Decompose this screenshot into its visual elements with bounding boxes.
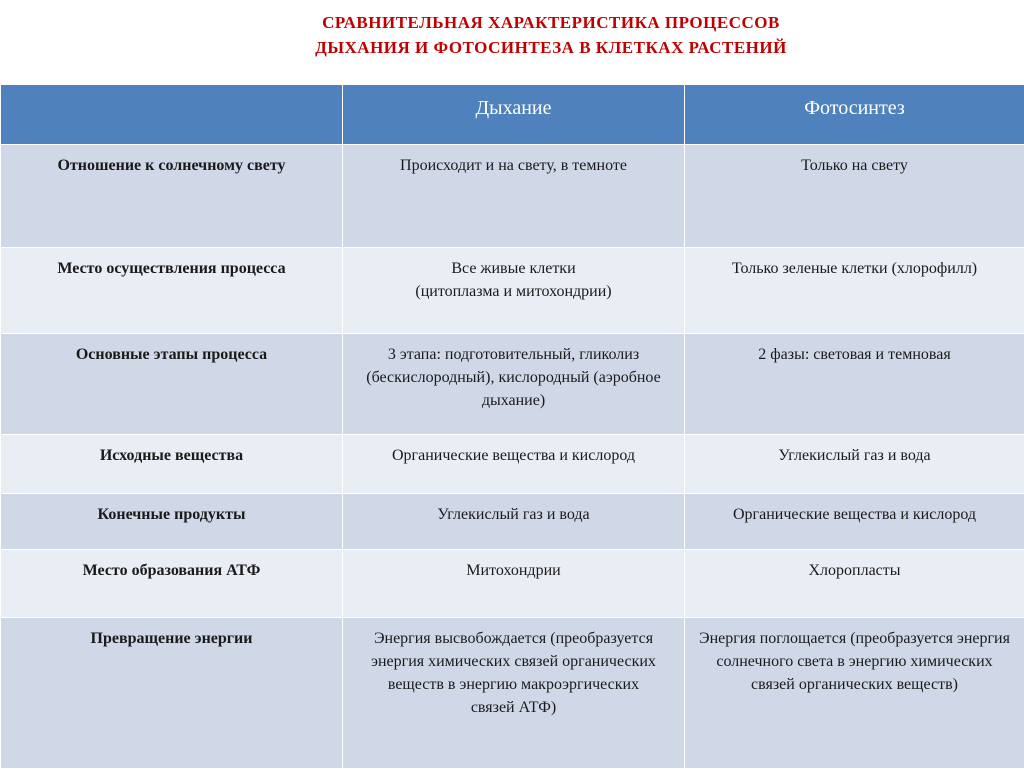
- row-label-text: Место образования АТФ: [1, 550, 342, 582]
- table-row: [1, 494, 1024, 550]
- comparison-table: [0, 84, 1024, 769]
- row-label: [1, 435, 343, 494]
- row-label: [1, 494, 343, 550]
- respiration-text: Энергия высвобождается (преобразуется энергия химических связей органических веществ в энергию макроэргических связей АТФ): [343, 618, 684, 719]
- table-row: [1, 145, 1024, 248]
- title-line-2: ДЫХАНИЯ И ФОТОСИНТЕЗА В КЛЕТКАХ РАСТЕНИЙ: [0, 38, 1024, 58]
- photosynthesis-cell: [685, 334, 1024, 435]
- photosynthesis-text: Углекислый газ и вода: [685, 435, 1024, 467]
- table-row: [1, 248, 1024, 334]
- row-label: [1, 334, 343, 435]
- respiration-cell: [343, 334, 685, 435]
- table-header-row: [1, 85, 1024, 145]
- header-photosynthesis-label: Фотосинтез: [685, 85, 1024, 120]
- respiration-text: Органические вещества и кислород: [343, 435, 684, 467]
- row-label-text: Основные этапы процесса: [1, 334, 342, 366]
- respiration-cell: [343, 248, 685, 334]
- photosynthesis-cell: [685, 618, 1024, 769]
- slide-title: [0, 0, 1024, 84]
- header-corner-cell: [1, 85, 343, 145]
- photosynthesis-text: Только на свету: [685, 145, 1024, 177]
- respiration-cell: [343, 618, 685, 769]
- respiration-cell: [343, 494, 685, 550]
- photosynthesis-cell: [685, 550, 1024, 618]
- row-label-text: Исходные вещества: [1, 435, 342, 467]
- table-row: [1, 334, 1024, 435]
- table-row: [1, 550, 1024, 618]
- photosynthesis-text: Хлоропласты: [685, 550, 1024, 582]
- respiration-text: Митохондрии: [343, 550, 684, 582]
- respiration-cell: [343, 435, 685, 494]
- respiration-text: 3 этапа: подготовительный, гликолиз (бескислородный), кислородный (аэробное дыхание): [343, 334, 684, 412]
- photosynthesis-cell: [685, 145, 1024, 248]
- photosynthesis-cell: [685, 494, 1024, 550]
- photosynthesis-cell: [685, 435, 1024, 494]
- photosynthesis-text: Только зеленые клетки (хлорофилл): [685, 248, 1024, 280]
- row-label-text: Место осуществления процесса: [1, 248, 342, 280]
- row-label-text: Отношение к солнечному свету: [1, 145, 342, 177]
- table-row: [1, 618, 1024, 769]
- photosynthesis-text: 2 фазы: световая и темновая: [685, 334, 1024, 366]
- header-photosynthesis: [685, 85, 1024, 145]
- table-row: [1, 435, 1024, 494]
- respiration-cell: [343, 145, 685, 248]
- respiration-text: Происходит и на свету, в темноте: [343, 145, 684, 177]
- title-line-1: СРАВНИТЕЛЬНАЯ ХАРАКТЕРИСТИКА ПРОЦЕССОВ: [0, 13, 1024, 33]
- header-respiration-label: Дыхание: [343, 85, 684, 120]
- respiration-text: Все живые клетки (цитоплазма и митохондрии): [343, 248, 684, 303]
- row-label: [1, 550, 343, 618]
- row-label-text: Конечные продукты: [1, 494, 342, 526]
- photosynthesis-text: Энергия поглощается (преобразуется энергия солнечного света в энергию химических связей органических веществ): [685, 618, 1024, 696]
- row-label: [1, 618, 343, 769]
- header-respiration: [343, 85, 685, 145]
- respiration-text: Углекислый газ и вода: [343, 494, 684, 526]
- row-label: [1, 248, 343, 334]
- row-label-text: Превращение энергии: [1, 618, 342, 650]
- row-label: [1, 145, 343, 248]
- respiration-cell: [343, 550, 685, 618]
- photosynthesis-text: Органические вещества и кислород: [685, 494, 1024, 526]
- photosynthesis-cell: [685, 248, 1024, 334]
